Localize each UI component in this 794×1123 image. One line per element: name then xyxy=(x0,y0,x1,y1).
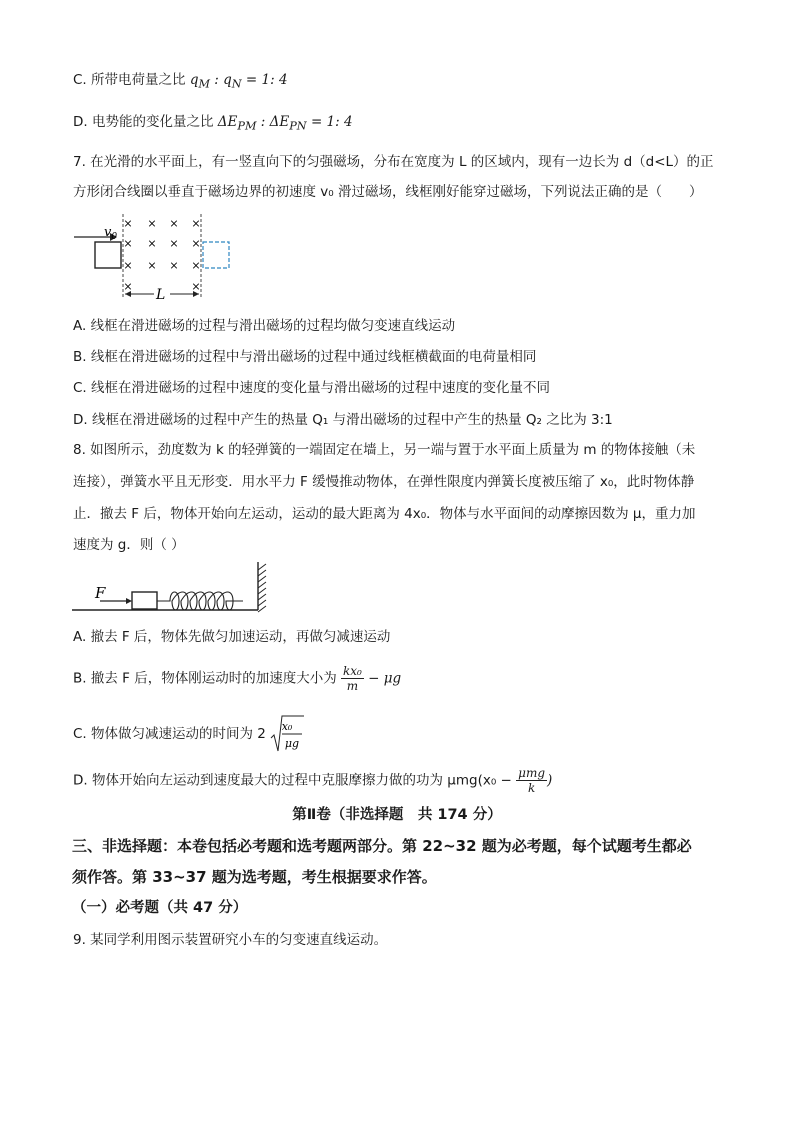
field-cross-icon: × xyxy=(191,237,201,250)
option-6d xyxy=(73,112,353,137)
radical-sign-icon xyxy=(270,714,304,754)
q8-option-d xyxy=(73,766,552,795)
hatch-line xyxy=(258,564,266,570)
v0-label: $v_0$ xyxy=(104,225,118,242)
hatch-line xyxy=(258,588,266,594)
field-cross-icon: × xyxy=(123,259,133,272)
wall-hatching xyxy=(258,564,266,612)
q7-stem-line2: 方形闭合线圈以垂直于磁场边界的初速度 v₀ 滑过磁场，线框刚好能穿过磁场，下列说法正确的是（ ） xyxy=(73,184,703,200)
section3-line1: 三、非选择题：本卷包括必考题和选考题两部分。第 22~32 题为必考题，每个试题考生都必 xyxy=(72,837,692,855)
field-cross-icon: × xyxy=(123,217,133,230)
field-cross-icon: × xyxy=(147,237,157,250)
sub: PN xyxy=(289,119,307,133)
part2-title: 第Ⅱ卷（非选择题 共 174 分） xyxy=(292,807,502,823)
option-6d-label: D. 电势能的变化量之比 xyxy=(73,114,214,130)
option-6d-expr xyxy=(217,114,353,133)
hatch-line xyxy=(258,570,266,576)
L-label: L xyxy=(156,287,166,303)
q8-stem-line1: 8. 如图所示，劲度数为 k 的轻弹簧的一端固定在墙上，另一端与置于水平面上质量为 m 的物体接触（未 xyxy=(73,442,696,458)
fraction xyxy=(341,664,364,693)
arrowhead-icon xyxy=(126,598,132,604)
sub: N xyxy=(231,77,242,91)
F-label: F xyxy=(95,584,106,602)
sqrt-expression xyxy=(270,714,304,754)
q8-figure xyxy=(70,560,270,618)
formula-tail: ) xyxy=(547,772,553,789)
sep: : q xyxy=(210,72,232,88)
field-cross-icon: × xyxy=(191,280,201,293)
q8-option-b-text: B. 撤去 F 后，物体刚运动时的加速度大小为 xyxy=(73,670,337,687)
field-cross-icon: × xyxy=(191,259,201,272)
denominator: μg xyxy=(285,737,300,750)
eq: = 1: 4 xyxy=(306,114,353,130)
q7-option-d: D. 线框在滑进磁场的过程中产生的热量 Q₁ 与滑出磁场的过程中产生的热量 Q₂ 之比为 3:1 xyxy=(73,412,613,428)
q7-stem-line1: 7. 在光滑的水平面上，有一竖直向下的匀强磁场，分布在宽度为 L 的区域内，现有一边长为 d（d<L）的正 xyxy=(73,154,714,170)
q8-option-b xyxy=(73,664,401,693)
denominator: k xyxy=(527,781,536,795)
spring xyxy=(157,592,243,610)
field-cross-icon: × xyxy=(169,259,179,272)
q7-figure xyxy=(70,212,240,304)
q8-option-c xyxy=(73,714,304,754)
field-cross-icon: × xyxy=(191,217,201,230)
square-coil xyxy=(95,242,121,268)
magnetic-field-crosses xyxy=(123,217,200,293)
option-6c-expr xyxy=(189,72,288,91)
option-6c xyxy=(73,70,288,95)
expr: q xyxy=(189,72,199,88)
q9-stem: 9. 某同学利用图示装置研究小车的匀变速直线运动。 xyxy=(73,932,388,948)
q8-stem-line4: 速度为 g．则（ ） xyxy=(73,537,185,553)
eq: = 1: 4 xyxy=(241,72,288,88)
field-cross-icon: × xyxy=(123,237,133,250)
numerator: μmg xyxy=(518,766,546,780)
field-cross-icon: × xyxy=(169,217,179,230)
hatch-line xyxy=(258,594,266,600)
formula-tail: − μg xyxy=(363,670,402,687)
block xyxy=(132,592,157,609)
q8-option-c-text: C. 物体做匀减速运动的时间为 2 xyxy=(73,726,266,742)
hatch-line xyxy=(258,600,266,606)
q7-option-b: B. 线框在滑进磁场的过程中与滑出磁场的过程中通过线框横截面的电荷量相同 xyxy=(73,349,537,365)
field-cross-icon: × xyxy=(147,259,157,272)
q7-option-c: C. 线框在滑进磁场的过程中速度的变化量与滑出磁场的过程中速度的变化量不同 xyxy=(73,380,551,396)
fraction xyxy=(516,766,547,795)
q8-option-d-text: D. 物体开始向左运动到速度最大的过程中克服摩擦力做的功为 μmg(x₀ − xyxy=(73,772,512,789)
field-cross-icon: × xyxy=(147,217,157,230)
field-cross-icon: × xyxy=(169,237,179,250)
q8-stem-line2: 连接），弹簧水平且无形变．用水平力 F 缓慢推动物体，在弹性限度内弹簧长度被压缩了 x₀，此时物体静 xyxy=(73,474,695,490)
expr: ΔE xyxy=(217,114,238,130)
q8-option-a: A. 撤去 F 后，物体先做匀加速运动，再做匀减速运动 xyxy=(73,629,391,645)
q7-option-a: A. 线框在滑进磁场的过程与滑出磁场的过程均做匀变速直线运动 xyxy=(73,318,456,334)
hatch-line xyxy=(258,582,266,588)
hatch-line xyxy=(258,606,266,612)
sub: PM xyxy=(237,119,257,133)
numerator: x₀ xyxy=(281,720,293,733)
sub-section-title: （一）必考题（共 47 分） xyxy=(72,900,248,916)
coil-exit-dashed xyxy=(203,242,229,268)
sep: : ΔE xyxy=(256,114,290,130)
q8-stem-line3: 止．撤去 F 后，物体开始向左运动，运动的最大距离为 4x₀．物体与水平面间的动摩擦因数为 μ，重力加 xyxy=(73,506,696,522)
sub: M xyxy=(198,77,210,91)
hatch-line xyxy=(258,576,266,582)
option-6c-label: C. 所带电荷量之比 xyxy=(73,72,186,88)
field-cross-icon: × xyxy=(123,280,133,293)
section3-line2: 须作答。第 33~37 题为选考题，考生根据要求作答。 xyxy=(72,868,437,886)
denominator: m xyxy=(346,679,359,693)
numerator: kx₀ xyxy=(343,664,362,678)
